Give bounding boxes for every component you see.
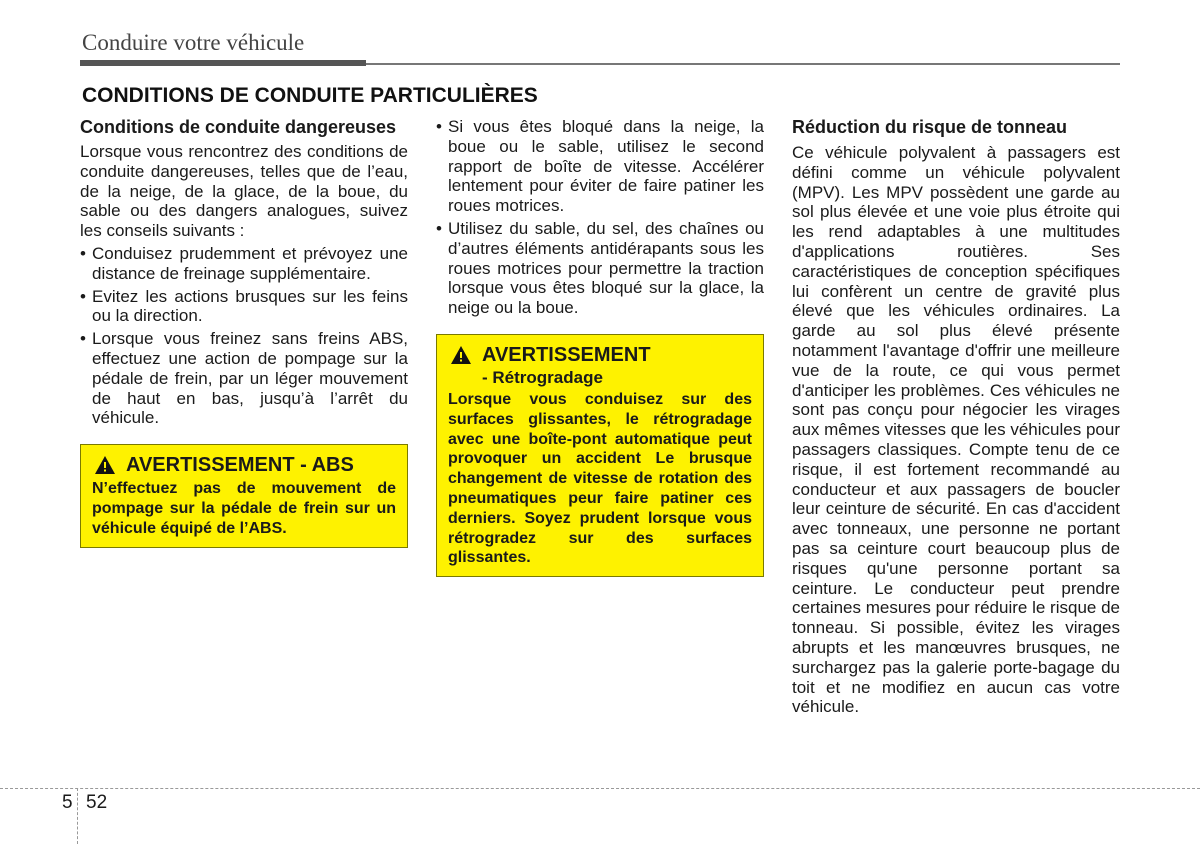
col1-intro: Lorsque vous rencontrez des conditions de conduite dangereuses, telles que de l’eau, de la neige, de la glace, de la boue, du sable ou des dangers analogues, suivez les conseils suivants : [80, 142, 408, 241]
footer-rule [0, 788, 1200, 789]
chapter-number: 5 [62, 792, 73, 813]
header-rule-thick [80, 60, 366, 66]
footer-divider [77, 788, 78, 844]
page-number: 52 [86, 792, 108, 813]
warning-triangle-icon [450, 345, 472, 365]
warning-title: AVERTISSEMENT - ABS [92, 453, 396, 477]
warning-body: N’effectuez pas de mouvement de pompage sur la pédale de frein sur un véhicule équipé de l’ABS. [92, 480, 396, 537]
list-item: • Si vous êtes bloqué dans la neige, la boue ou le sable, utilisez le second rapport de boîte de vitesse. Accélérer lentement pour éviter de faire patiner les roues motrices. [436, 117, 764, 216]
list-item: • Utilisez du sable, du sel, des chaînes ou d’autres éléments antidérapants sous les roues motrices pour permettre la traction lorsque vous êtes bloqué sur la glace, la neige ou la boue. [436, 218, 764, 318]
warning-subtitle: - Rétrogradage [482, 367, 603, 387]
running-header: Conduire votre véhicule [82, 30, 305, 55]
list-item: • Lorsque vous freinez sans freins ABS, effectuez une action de pompage sur la pédale de frein, par un léger mouvement de haut en bas, jusqu’à l’arrêt du véhicule. [80, 329, 408, 428]
warning-box-abs [80, 444, 408, 547]
col3-body: Ce véhicule polyvalent à passagers est défini comme un véhicule polyvalent (MPV). Les MPV possèdent une garde au sol plus élevée et une voie plus étroite qui les rend adaptables à une multitudes d'applications routières. Ses caractéristiques de conception spécifiques lui confèrent un centre de gravité plus élevé que les véhicules ordinaires. La garde au sol plus élevé présente notamment l'avantage d'offrir une meilleure vue de la route, ce qui vous permet d'anticiper les problèmes. Ces véhicules ne sont pas conçu pour négocier les virages aux mêmes vitesses que les véhicules pour passagers classiques. Compte tenu de ce risque, il est fortement recommandé au conducteur et aux passagers de boucler leur ceinture de sécurité. En cas d'accident avec tonneaux, une personne ne portant pas sa ceinture court beaucoup plus de risques qu'une personne portant sa ceinture. Le conducteur peut prendre certaines mesures pour réduire le risque de tonneau. Si possible, évitez les virages abrupts et les manœuvres brusques, ne surchargez pas la galerie porte-bagage du toit et ne modifiez en aucun cas votre véhicule. [792, 143, 1120, 717]
column-3 [792, 117, 1120, 717]
section-title: CONDITIONS DE CONDUITE PARTICULIÈRES [82, 84, 538, 107]
warning-body: Lorsque vous conduisez sur des surfaces glissantes, le rétrogradage avec une boîte-pont automatique peut provoquer un accident Le brusque changement de vitesse de rotation des pneumatiques peur faire patiner ces derniers. Soyez prudent lorsque vous rétrogradez sur des surfaces glissantes. [448, 390, 752, 567]
col1-heading: Conditions de conduite dangereuses [80, 117, 397, 137]
warning-box-retrogradage [436, 334, 764, 577]
list-item: • Conduisez prudemment et prévoyez une distance de freinage supplémentaire. [80, 243, 408, 283]
col2-bullet-list [436, 117, 764, 318]
warning-triangle-icon [94, 455, 116, 475]
header-rule-thin [366, 63, 1120, 65]
column-1 [80, 117, 408, 548]
warning-title: AVERTISSEMENT [448, 343, 752, 367]
list-item: • Evitez les actions brusques sur les feins ou la direction. [80, 286, 408, 326]
col1-bullet-list [80, 244, 408, 428]
col3-heading: Réduction du risque de tonneau [792, 117, 1068, 137]
column-2 [436, 117, 764, 577]
